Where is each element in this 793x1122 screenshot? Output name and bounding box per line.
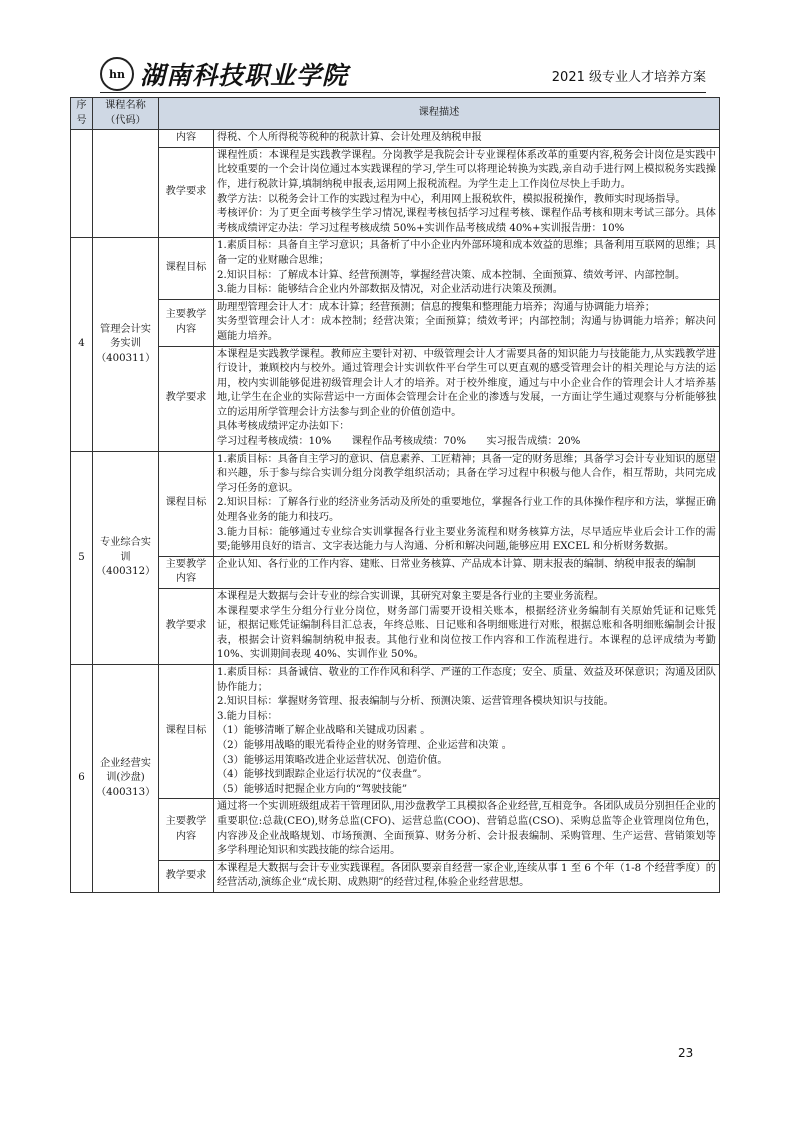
- header-no: 序号: [71, 98, 93, 130]
- course-no: 4: [71, 238, 93, 451]
- table-row: [71, 299, 720, 346]
- header-course: 课程名称（代码）: [93, 98, 159, 130]
- course-no: 5: [71, 451, 93, 664]
- row-label: 课程目标: [159, 451, 214, 556]
- header-desc: 课程描述: [159, 98, 720, 130]
- table-row: [71, 799, 720, 860]
- row-label: 主要教学内容: [159, 556, 214, 588]
- row-text: 助理型管理会计人才：成本计算；经营预测；信息的搜集和整理能力培养；沟通与协调能力培养； 实务型管理会计人才：成本控制；经营决策；全面预算；绩效考评；内部控制；沟通与协调能力培养；解决问题能力培养。: [214, 299, 720, 346]
- school-name: 湖南科技职业学院: [140, 61, 349, 90]
- plan-title: 2021 级专业人才培养方案: [551, 70, 706, 85]
- table-row: [71, 589, 720, 665]
- table-row: [71, 556, 720, 588]
- row-text: 1.素质目标：具备自主学习的意识、信息素养、工匠精神；具备一定的财务思维；具备学习会计专业知识的愿望和兴趣，乐于参与综合实训分组分岗教学组织活动；具备在学习过程中积极与他人合作，相互帮助，共同完成学习任务的意识。 2.知识目标：了解各行业的经济业务活动及所处的重要地位，掌握各行业工作的具体操作程序和方法，掌握正确处理各业务的能力和技巧。 3.能力目标：能够通过专业综合实训掌握各行业主要业务流程和财务核算方法，尽早适应毕业后会计工作的需要;能够用良好的语言、文字表达能力与人沟通、分析和解决问题,能够应用 EXCEL 和分析财务数据。: [214, 451, 720, 556]
- table-row: [71, 346, 720, 451]
- course-table: [70, 97, 720, 893]
- row-label: 主要教学内容: [159, 299, 214, 346]
- row-label: 课程目标: [159, 664, 214, 798]
- table-row: [71, 130, 720, 148]
- row-text: 企业认知、各行业的工作内容、建账、日常业务核算、产品成本计算、期末报表的编制、纳税申报表的编制: [214, 556, 720, 588]
- page-number: 23: [678, 1046, 694, 1060]
- course-no: 6: [71, 664, 93, 892]
- table-row: [71, 664, 720, 798]
- table-header-row: [71, 98, 720, 130]
- row-label: 教学要求: [159, 589, 214, 665]
- row-text: 本课程是大数据与会计专业的综合实训课，其研究对象主要是各行业的主要业务流程。 本课程要求学生分组分行业分岗位，财务部门需要开设相关账本，根据经济业务编制有关原始凭证和记账凭证，根据记账凭证编制科目汇总表，年终总账、日记账和各明细账进行对账，根据总账和各明细账编制会计报表，根据会计资料编制纳税申报表。其他行业和岗位按工作内容和工作流程进行。本课程的总评成绩为考勤 10%、实训期间表现 40%、实训作业 50%。: [214, 589, 720, 665]
- table-row: [71, 860, 720, 892]
- row-text: 本课程是大数据与会计专业实践课程。各团队要亲自经营一家企业,连续从事 1 至 6 个年（1-8 个经营季度）的经营活动,演练企业“成长期、成熟期”的经营过程,体验企业经营思想。: [214, 860, 720, 892]
- course-name: 管理会计实务实训（400311）: [93, 238, 159, 451]
- row-label: 教学要求: [159, 346, 214, 451]
- page-header: [100, 56, 706, 92]
- school-logo: [100, 56, 348, 92]
- school-seal-icon: hn: [100, 57, 134, 91]
- table-row: [71, 147, 720, 238]
- row-label: 内容: [159, 130, 214, 148]
- row-text: 1.素质目标：具备诚信、敬业的工作作风和科学、严谨的工作态度；安全、质量、效益及环保意识；沟通及团队协作能力； 2.知识目标：掌握财务管理、报表编制与分析、预测决策、运营管理各模块知识与技能。 3.能力目标： （1）能够清晰了解企业战略和关键成功因素 。 （2）能够用战略的眼光看待企业的财务管理、企业运营和决策 。 （3）能够运用策略改进企业运营状况、创造价值。 （4）能够找到跟踪企业运行状况的“仪表盘”。 （5）能够适时把握企业方向的“驾驶技能”: [214, 664, 720, 798]
- row-text: 课程性质：本课程是实践教学课程。分岗教学是我院会计专业课程体系改革的重要内容,税务会计岗位是实践中比较重要的一个会计岗位通过本实践课程的学习,学生可以将理论转换为实践,亲自动手进行网上模拟税务实践操作，进行税款计算,填制纳税申报表,运用网上报税流程。为学生走上工作岗位尽快上手助力。 教学方法：以税务会计工作的实践过程为中心，利用网上报税软件，模拟报税操作，教师实时现场指导。 考核评价：为了更全面考核学生学习情况,课程考核包括学习过程考核、课程作品考核和期末考试三部分。具体考核成绩评定办法：学习过程考核成绩 50%+实训作品考核成绩 40%+实训报告册：10%: [214, 147, 720, 238]
- row-label: 课程目标: [159, 238, 214, 299]
- row-label: 教学要求: [159, 147, 214, 238]
- row-label: 主要教学内容: [159, 799, 214, 860]
- course-name: 企业经营实训(沙盘)（400313）: [93, 664, 159, 892]
- course-name: 专业综合实训（400312）: [93, 451, 159, 664]
- row-label: 教学要求: [159, 860, 214, 892]
- row-text: 得税、个人所得税等税种的税款计算、会计处理及纳税申报: [214, 130, 720, 148]
- header-divider: [100, 92, 706, 93]
- table-row: [71, 238, 720, 299]
- row-text: 通过将一个实训班级组成若干管理团队,用沙盘教学工具模拟各企业经营,互相竞争。各团队成员分别担任企业的重要职位:总裁(CEO),财务总监(CFO)、运营总监(COO)、营销总监(CSO)、采购总监等企业管理岗位角色， 内容涉及企业战略规划、市场预测、全面预算、财务分析、会计报表编制、采购管理、生产运营、营销策划等多学科理论知识和实践技能的综合运用。: [214, 799, 720, 860]
- row-text: 本课程是实践教学课程。教师应主要针对初、中级管理会计人才需要具备的知识能力与技能能力,从实践教学进行设计，兼顾校内与校外。通过管理会计实训软件平台学生可以更直观的感受管理会计的相关理论与方法的运用，校内实训能够促进初级管理会计人才的培养。对于校外维度，通过与中小企业合作的管理会计人才培养基地,让学生在企业的实际营运中一方面体会管理会计在企业的渗透与发展，一方面让学生通过观察与分析能够独立的运用所学管理会计方法参与到企业的价值创造中。 具体考核成绩评定办法如下： 学习过程考核成绩：10% 课程作品考核成绩：70% 实习报告成绩：20%: [214, 346, 720, 451]
- row-text: 1.素质目标：具备自主学习意识；具备析了中小企业内外部环境和成本效益的思维；具备利用互联网的思维；具备一定的业财融合思维； 2.知识目标：了解成本计算、经营预测等，掌握经营决策、成本控制、全面预算、绩效考评、内部控制。 3.能力目标：能够结合企业内外部数据及情况，对企业活动进行决策及预测。: [214, 238, 720, 299]
- table-row: [71, 451, 720, 556]
